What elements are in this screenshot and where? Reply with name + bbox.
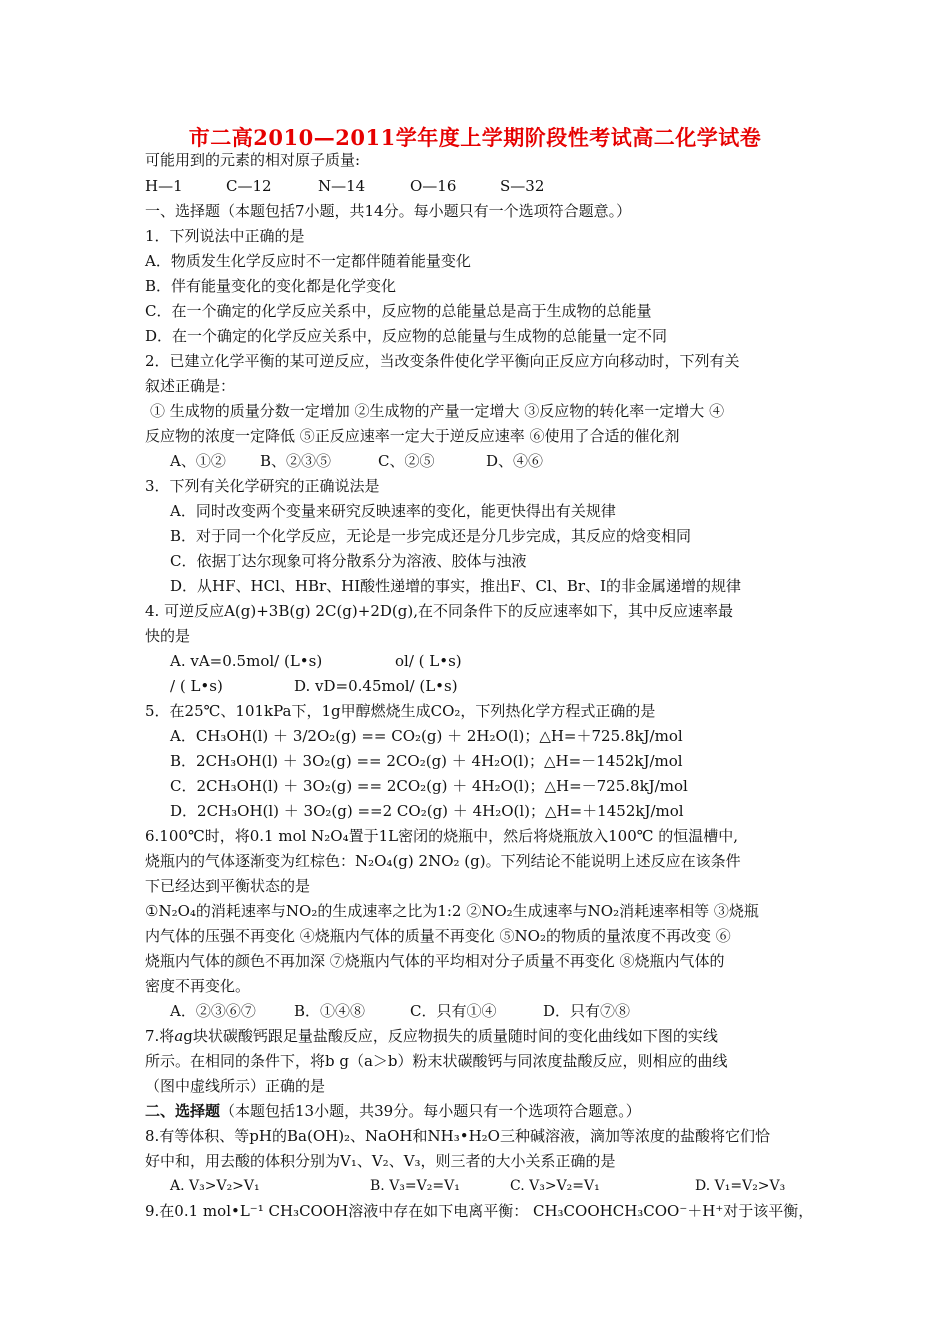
- mass-h: H—1: [145, 177, 183, 195]
- q2-items-line1: ① 生成物的质量分数一定增加 ②生成物的产量一定增大 ③反应物的转化率一定增大 ④: [150, 402, 725, 420]
- q4-option-fragment-2: / ( L•s): [170, 677, 223, 695]
- section1-heading: 一、选择题（本题包括7小题，共14分。每小题只有一个选项符合题意。）: [145, 202, 632, 220]
- q9-stem: 9.在0.1 mol•L⁻¹ CH₃COOH溶液中存在如下电离平衡： CH₃COOHCH₃COO⁻＋H⁺对于该平衡，: [145, 1202, 814, 1220]
- q7-stem-line1: [145, 1026, 718, 1046]
- q1-option-b: B．伴有能量变化的变化都是化学变化: [145, 277, 397, 295]
- q2-option-b: B、②③⑤: [260, 452, 332, 470]
- q4-option-fragment-1: ol/ ( L•s): [395, 652, 462, 670]
- q7-stem-post: g块状碳酸钙跟足量盐酸反应，反应物损失的质量随时间的变化曲线如下图的实线: [183, 1027, 718, 1045]
- q7-stem-line3: （图中虚线所示）正确的是: [145, 1077, 326, 1095]
- q6-option-a: A．②③⑥⑦: [170, 1002, 256, 1020]
- q8-option-c: C. V₃>V₂=V₁: [510, 1178, 600, 1194]
- q6-items-line3: 烧瓶内气体的颜色不再加深 ⑦烧瓶内气体的平均相对分子质量不再变化 ⑧烧瓶内气体的: [145, 952, 725, 970]
- q7-stem-pre: 7.将: [145, 1027, 175, 1045]
- q6-items-line2: 内气体的压强不再变化 ④烧瓶内气体的质量不再变化 ⑤NO₂的物质的量浓度不再改变 ⑥: [145, 927, 731, 945]
- mass-o: O—16: [410, 177, 457, 195]
- mass-s: S—32: [500, 177, 545, 195]
- q4-option-a: A. vA=0.5mol/ (L•s): [170, 652, 323, 670]
- q2-stem-line2: 叙述正确是：: [145, 377, 236, 395]
- q4-options-line1: [170, 651, 462, 671]
- q5-option-c: C．2CH₃OH(l) ＋ 3O₂(g) == 2CO₂(g) ＋ 4H₂O(l)；△H=－725.8kJ/mol: [170, 777, 688, 795]
- q3-option-d: D．从HF、HCl、HBr、HI酸性递增的事实，推出F、Cl、Br、I的非金属递增的规律: [170, 577, 741, 595]
- q7-stem-line2: 所示。在相同的条件下，将b g（a＞b）粉末状碳酸钙与同浓度盐酸反应，则相应的曲线: [145, 1052, 728, 1070]
- section2-heading: [145, 1101, 641, 1121]
- q4-stem-line2: 快的是: [145, 627, 191, 645]
- q6-stem-line2: 烧瓶内的气体逐渐变为红棕色：N₂O₄(g) 2NO₂ (g)。下列结论不能说明上述反应在该条件: [145, 852, 741, 870]
- q2-items-line2: 反应物的浓度一定降低 ⑤正反应速率一定大于逆反应速率 ⑥使用了合适的催化剂: [145, 427, 680, 445]
- q5-option-b: B．2CH₃OH(l) ＋ 3O₂(g) == 2CO₂(g) ＋ 4H₂O(l)；△H=－1452kJ/mol: [170, 752, 683, 770]
- atomic-mass-row: [145, 176, 545, 196]
- mass-c: C—12: [226, 177, 272, 195]
- q1-option-c: C．在一个确定的化学反应关系中，反应物的总能量总是高于生成物的总能量: [145, 302, 652, 320]
- q6-options: [170, 1001, 631, 1021]
- q6-option-d: D．只有⑦⑧: [543, 1002, 631, 1020]
- q6-stem-line3: 下已经达到平衡状态的是: [145, 877, 311, 895]
- q2-option-a: A、①②: [170, 452, 226, 470]
- q1-option-a: A．物质发生化学反应时不一定都伴随着能量变化: [145, 252, 471, 270]
- q3-option-a: A．同时改变两个变量来研究反映速率的变化，能更快得出有关规律: [170, 502, 616, 520]
- section2-heading-bold: 二、选择题: [145, 1102, 221, 1120]
- q4-stem-line1: 4. 可逆反应A(g)+3B(g) 2C(g)+2D(g),在不同条件下的反应速率如下，其中反应速率最: [145, 602, 733, 620]
- q5-option-d: D．2CH₃OH(l) ＋ 3O₂(g) ==2 CO₂(g) ＋ 4H₂O(l)；△H=＋1452kJ/mol: [170, 802, 684, 820]
- q2-option-c: C、②⑤: [378, 452, 435, 470]
- q6-items-line1: ①N₂O₄的消耗速率与NO₂的生成速率之比为1:2 ②NO₂生成速率与NO₂消耗速率相等 ③烧瓶: [145, 902, 759, 920]
- q1-stem: 1．下列说法中正确的是: [145, 227, 305, 245]
- q3-option-c: C．依据丁达尔现象可将分散系分为溶液、胶体与浊液: [170, 552, 527, 570]
- q2-stem-line1: 2．已建立化学平衡的某可逆反应，当改变条件使化学平衡向正反应方向移动时，下列有关: [145, 352, 740, 370]
- q3-stem: 3．下列有关化学研究的正确说法是: [145, 477, 380, 495]
- q2-option-d: D、④⑥: [486, 452, 544, 470]
- q7-variable-a: a: [174, 1027, 184, 1045]
- q5-option-a: A．CH₃OH(l) ＋ 3/2O₂(g) == CO₂(g) ＋ 2H₂O(l)；△H=＋725.8kJ/mol: [170, 727, 683, 745]
- q1-option-d: D．在一个确定的化学反应关系中，反应物的总能量与生成物的总能量一定不同: [145, 327, 668, 345]
- intro-line: 可能用到的元素的相对原子质量:: [145, 151, 361, 169]
- q8-stem-line2: 好中和，用去酸的体积分别为V₁、V₂、V₃，则三者的大小关系正确的是: [145, 1152, 616, 1170]
- q4-options-line2: [170, 676, 458, 696]
- q3-option-b: B．对于同一个化学反应，无论是一步完成还是分几步完成，其反应的焓变相同: [170, 527, 692, 545]
- q6-option-b: B．①④⑧: [294, 1002, 366, 1020]
- mass-n: N—14: [318, 177, 366, 195]
- q5-stem: 5．在25℃、101kPa下，1g甲醇燃烧生成CO₂，下列热化学方程式正确的是: [145, 702, 656, 720]
- q6-items-line4: 密度不再变化。: [145, 977, 251, 995]
- q6-stem-line1: 6.100℃时，将0.1 mol N₂O₄置于1L密闭的烧瓶中，然后将烧瓶放入100℃ 的恒温槽中,: [145, 827, 739, 845]
- section2-heading-rest: （本题包括13小题，共39分。每小题只有一个选项符合题意。）: [220, 1102, 641, 1120]
- q8-options: [170, 1176, 786, 1196]
- q4-option-d: D. vD=0.45mol/ (L•s): [294, 677, 458, 695]
- page-title: 市二高2010—2011学年度上学期阶段性考试高二化学试卷: [188, 125, 762, 150]
- q8-stem-line1: 8.有等体积、等pH的Ba(OH)₂、NaOH和NH₃•H₂O三种碱溶液，滴加等浓度的盐酸将它们恰: [145, 1127, 770, 1145]
- q8-option-b: B. V₃=V₂=V₁: [370, 1178, 460, 1194]
- q8-option-d: D. V₁=V₂>V₃: [695, 1178, 786, 1194]
- q6-option-c: C．只有①④: [410, 1002, 497, 1020]
- q2-options: [170, 451, 544, 471]
- q8-option-a: A. V₃>V₂>V₁: [170, 1178, 260, 1194]
